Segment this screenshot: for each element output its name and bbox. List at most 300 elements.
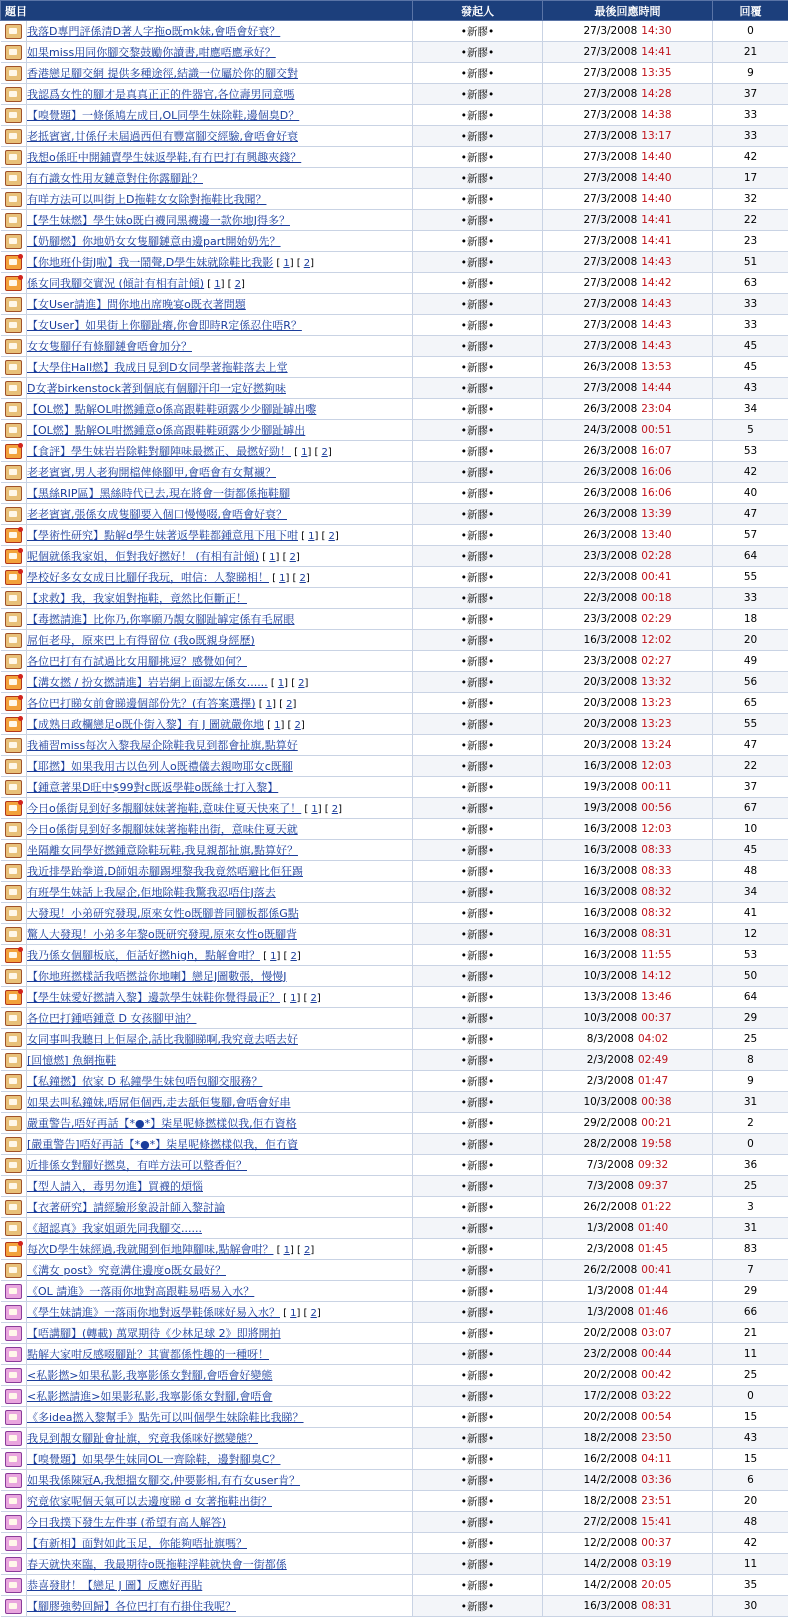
topic-author[interactable]: •新膠• — [413, 1428, 543, 1449]
last-reply-date: 18/2/2008 — [583, 1495, 637, 1507]
topic-icon-cell — [1, 903, 27, 924]
topic-author[interactable]: •新膠• — [413, 210, 543, 231]
topic-author[interactable]: •新膠• — [413, 1008, 543, 1029]
topic-author[interactable]: •新膠• — [413, 987, 543, 1008]
last-reply-time: 01:40 — [638, 1222, 668, 1234]
topic-link[interactable]: 我落D專門評係清D著人字拖o既mk妹,會唔會好衰？ — [27, 25, 280, 38]
topic-icon-cell — [1, 588, 27, 609]
topic-author[interactable]: •新膠• — [413, 1491, 543, 1512]
topic-link[interactable]: 【OL燃】點解OL咁撚鍾意o係高跟鞋鞋頭露少少腳趾罅出 — [27, 424, 305, 437]
page-link[interactable]: 1 — [269, 552, 275, 563]
last-reply-date: 16/3/2008 — [583, 823, 637, 835]
topic-icon-cell — [1, 1008, 27, 1029]
topic-title-cell — [27, 126, 413, 147]
table-row — [1, 273, 788, 294]
topic-author[interactable]: •新膠• — [413, 1512, 543, 1533]
topic-title-cell — [27, 798, 413, 819]
topic-link[interactable]: 各位巴打有冇試過比女用腳挑逗？感覺如何？ — [27, 655, 247, 668]
last-reply-time: 15:41 — [641, 1516, 671, 1528]
topic-icon-cell — [1, 126, 27, 147]
topic-link[interactable]: 老老賓賓,張係女成隻腳要入個口慢慢啜,會唔會好衰？ — [27, 508, 287, 521]
topic-link[interactable]: 究竟依家呢個天氣可以去邊度睇 d 女著拖鞋出街？ — [27, 1495, 272, 1508]
topic-icon-cell — [1, 525, 27, 546]
page-link[interactable]: 1 — [283, 258, 289, 269]
topic-link[interactable]: 有冇識女性用友鏈意對住你露腳趾？ — [27, 172, 203, 185]
topic-link[interactable]: 今日o係街見到好多靚腳妹妹著拖鞋出街，意味住夏天就 — [27, 823, 298, 836]
topic-author[interactable]: •新膠• — [413, 1344, 543, 1365]
last-reply-cell — [543, 462, 713, 483]
topic-title-cell — [27, 840, 413, 861]
topic-folder-icon — [5, 444, 22, 459]
topic-link[interactable]: 我見到靚女腳趾會扯旗，究竟我係咪好撚變態？ — [27, 1432, 258, 1445]
topic-icon-cell — [1, 861, 27, 882]
topic-author[interactable]: •新膠• — [413, 399, 543, 420]
topic-link[interactable]: 老老賓賓,男人老狗開檔俾條腳甲,會唔會有女幫襯？ — [27, 466, 276, 479]
topic-link[interactable]: 《學生妹請進》一落雨你地對返學鞋係咪好易入水？ — [27, 1306, 280, 1319]
last-reply-date: 29/2/2008 — [583, 1117, 637, 1129]
page-link[interactable]: 2 — [299, 573, 305, 584]
last-reply-date: 7/3/2008 — [587, 1180, 634, 1192]
table-row — [1, 1050, 788, 1071]
last-reply-cell — [543, 1281, 713, 1302]
table-row — [1, 504, 788, 525]
topic-folder-icon — [5, 1053, 22, 1068]
topic-author[interactable]: •新膠• — [413, 357, 543, 378]
topic-link[interactable]: 各位巴打鍾唔鍾意 D 女孩腳甲油？ — [27, 1012, 196, 1025]
page-link[interactable]: 2 — [304, 258, 310, 269]
table-row — [1, 1029, 788, 1050]
topic-author[interactable]: •新膠• — [413, 714, 543, 735]
topic-link[interactable]: 【溝女撚 / 扮女撚請進】岩岩網上面認左係女...... — [27, 676, 268, 689]
header-replies[interactable]: 回覆 — [713, 1, 788, 21]
page-link[interactable]: 2 — [286, 699, 292, 710]
last-reply-time: 04:02 — [638, 1033, 668, 1045]
topic-link[interactable]: 我補習miss每次入黎我屋企除鞋我見到都會扯旗,點算好 — [27, 739, 298, 752]
last-reply-cell — [543, 714, 713, 735]
topic-link[interactable]: [嚴重警告]唔好再話【*●*】柒星呢條撚樣似我，佢冇資 — [27, 1138, 298, 1151]
last-reply-time: 13:46 — [641, 991, 671, 1003]
last-reply-date: 1/3/2008 — [587, 1222, 634, 1234]
page-link[interactable]: 2 — [310, 1308, 316, 1319]
page-link[interactable]: 1 — [278, 678, 284, 689]
topic-title-cell — [27, 315, 413, 336]
topic-author[interactable]: •新膠• — [413, 84, 543, 105]
topic-folder-icon — [5, 927, 22, 942]
topic-author[interactable]: •新膠• — [413, 1323, 543, 1344]
last-reply-time: 08:31 — [641, 1600, 671, 1612]
topic-author[interactable]: •新膠• — [413, 1302, 543, 1323]
topic-link[interactable]: 【毒撚請進】比你乃,你寧願乃靚女腳趾罅定係有毛屌眼 — [27, 613, 295, 626]
topic-link[interactable]: 各位巴打睇女前會睇邊個部份先？(有答案選擇) — [27, 697, 256, 710]
last-reply-date: 10/3/2008 — [583, 1096, 637, 1108]
topic-title-cell — [27, 147, 413, 168]
page-link[interactable]: 2 — [290, 552, 296, 563]
topic-icon-cell — [1, 1029, 27, 1050]
topic-author[interactable]: •新膠• — [413, 63, 543, 84]
topic-link[interactable]: 我近排學跆拳道,D師姐赤腳踢埋黎我我竟然唔避比佢狂踢 — [27, 865, 303, 878]
page-link[interactable]: 2 — [310, 993, 316, 1004]
page-link[interactable]: 1 — [308, 531, 314, 542]
header-last-reply[interactable]: 最後回應時間 — [543, 1, 713, 21]
topic-author[interactable]: •新膠• — [413, 231, 543, 252]
last-reply-date: 26/3/2008 — [583, 529, 637, 541]
topic-author[interactable]: •新膠• — [413, 1260, 543, 1281]
topic-author[interactable]: •新膠• — [413, 1407, 543, 1428]
topic-link[interactable]: 【你地班仆街J啦】我一鬧聲,D學生妹就除鞋比我影 — [27, 256, 273, 269]
topic-link[interactable]: 係女同我腳交實況 (傾計有相有計傾) — [27, 277, 204, 290]
topic-link[interactable]: 【黑絲RIP區】黑絲時代已去,現在將會一街都係拖鞋腳 — [27, 487, 290, 500]
topic-author[interactable]: •新膠• — [413, 630, 543, 651]
topic-link[interactable]: 【私鐘撚】依家 D 私鐘學生妹包唔包腳交服務？ — [27, 1075, 262, 1088]
page-link[interactable]: 1 — [266, 699, 272, 710]
reply-count: 48 — [713, 1512, 788, 1533]
last-reply-date: 7/3/2008 — [587, 1159, 634, 1171]
topic-link[interactable]: 呢個就係我家姐，佢對我好撚好！ (有相有計傾) — [27, 550, 259, 563]
table-row — [1, 1134, 788, 1155]
last-reply-date: 23/3/2008 — [583, 613, 637, 625]
topic-link[interactable]: 坐隔離女同學好撚鍾意除鞋玩鞋,我見親都扯旗,點算好？ — [27, 844, 298, 857]
topic-author[interactable]: •新膠• — [413, 1386, 543, 1407]
topic-author[interactable]: •新膠• — [413, 672, 543, 693]
topic-list — [1, 21, 788, 1617]
topic-author[interactable]: •新膠• — [413, 1575, 543, 1596]
topic-title-cell — [27, 210, 413, 231]
last-reply-cell — [543, 861, 713, 882]
topic-link[interactable]: 《溝女 post》究竟溝住邊度o既女最好？ — [27, 1264, 226, 1277]
last-reply-date: 16/2/2008 — [583, 1453, 637, 1465]
topic-title-cell — [27, 1239, 413, 1260]
last-reply-date: 19/3/2008 — [583, 781, 637, 793]
topic-icon-cell — [1, 1575, 27, 1596]
topic-title-cell — [27, 1449, 413, 1470]
topic-folder-icon — [5, 66, 22, 81]
topic-link[interactable]: 大發現！小弟研究發現,原來女性o既腳普同腳板都係G點 — [27, 907, 299, 920]
topic-link[interactable]: 【成熟日政欄戀足o既仆街入黎】有 J 圖就嚴你地 — [27, 718, 264, 731]
topic-author[interactable]: •新膠• — [413, 609, 543, 630]
last-reply-time: 09:37 — [638, 1180, 668, 1192]
topic-author[interactable]: •新膠• — [413, 336, 543, 357]
topic-author[interactable]: •新膠• — [413, 840, 543, 861]
topic-author[interactable]: •新膠• — [413, 504, 543, 525]
topic-link[interactable]: 【衣著研究】請經驗形象設計師入黎討論 — [27, 1201, 225, 1214]
topic-author[interactable]: •新膠• — [413, 651, 543, 672]
topic-author[interactable]: •新膠• — [413, 693, 543, 714]
table-row — [1, 630, 788, 651]
topic-folder-icon — [5, 402, 22, 417]
last-reply-date: 27/3/2008 — [583, 193, 637, 205]
topic-author[interactable]: •新膠• — [413, 273, 543, 294]
table-row — [1, 399, 788, 420]
topic-author[interactable]: •新膠• — [413, 315, 543, 336]
topic-link[interactable]: D女著birkenstock著到個底有個腳汗印一定好撚夠味 — [27, 382, 286, 395]
topic-author[interactable]: •新膠• — [413, 1176, 543, 1197]
topic-link[interactable]: 【你地班撚樣話我唔撚益你地喇】戀足J圖數張，慢慢J — [27, 970, 287, 983]
topic-author[interactable]: •新膠• — [413, 588, 543, 609]
topic-author[interactable]: •新膠• — [413, 1218, 543, 1239]
topic-author[interactable]: •新膠• — [413, 1050, 543, 1071]
last-reply-date: 12/2/2008 — [583, 1537, 637, 1549]
topic-link[interactable]: 【女User】如果街上你腳趾癢,你會即時R定係忍住唔R？ — [27, 319, 302, 332]
topic-link[interactable]: 有咩方法可以叫街上D拖鞋女女除對拖鞋比我聞？ — [27, 193, 266, 206]
topic-author[interactable]: •新膠• — [413, 1554, 543, 1575]
topic-author[interactable]: •新膠• — [413, 462, 543, 483]
table-row — [1, 1554, 788, 1575]
page-link[interactable]: 1 — [279, 573, 285, 584]
table-row — [1, 1470, 788, 1491]
table-row — [1, 378, 788, 399]
last-reply-cell — [543, 21, 713, 42]
topic-icon-cell — [1, 483, 27, 504]
topic-link[interactable]: 屌佢老母，原來巴上有得留位 (我o既親身經歷) — [27, 634, 255, 647]
topic-link[interactable]: 今日我撲下發生左件事 (希望有高人解答) — [27, 1516, 226, 1529]
topic-icon-cell — [1, 420, 27, 441]
topic-link[interactable]: 【大學住Hall燃】我成日見到D女同學著拖鞋落去上堂 — [27, 361, 288, 374]
last-reply-date: 19/3/2008 — [583, 802, 637, 814]
page-link[interactable]: 1 — [274, 720, 280, 731]
topic-link[interactable]: 【學生妹愛好撚請入黎】邊款學生妹鞋你覺得最正？ — [27, 991, 280, 1004]
topic-author[interactable]: •新膠• — [413, 21, 543, 42]
page-link[interactable]: 1 — [284, 1245, 290, 1256]
page-link[interactable]: 2 — [332, 804, 338, 815]
last-reply-date: 26/3/2008 — [583, 445, 637, 457]
topic-link[interactable]: 女同事叫我聽日上佢屋企,話比我腳睇啊,我究竟去唔去好 — [27, 1033, 298, 1046]
topic-author[interactable]: •新膠• — [413, 966, 543, 987]
topic-link[interactable]: 【耶撚】如果我用古以色列人o既禮儀去親吻耶女c既腳 — [27, 760, 293, 773]
last-reply-cell — [543, 1113, 713, 1134]
topic-folder-icon — [5, 1284, 22, 1299]
topic-link[interactable]: 【OL燃】點解OL咁撚鍾意o係高跟鞋鞋頭露少少腳趾罅出嚟 — [27, 403, 316, 416]
topic-author[interactable]: •新膠• — [413, 1029, 543, 1050]
last-reply-cell — [543, 294, 713, 315]
topic-author[interactable]: •新膠• — [413, 1155, 543, 1176]
topic-title-cell — [27, 630, 413, 651]
last-reply-date: 8/3/2008 — [587, 1033, 634, 1045]
last-reply-date: 16/3/2008 — [583, 949, 637, 961]
last-reply-time: 23:50 — [641, 1432, 671, 1444]
topic-link[interactable]: 【求救】我，我家姐對拖鞋，竟然比佢斷正！ — [27, 592, 247, 605]
topic-folder-icon — [5, 465, 22, 480]
topic-folder-icon — [5, 192, 22, 207]
topic-title-cell — [27, 588, 413, 609]
topic-link[interactable]: <私影撚請進>如果影私影,我寧影係女對腳,會唔會 — [27, 1390, 272, 1403]
last-reply-cell — [543, 1260, 713, 1281]
topic-link[interactable]: 【嗅覺題】如果學生妹同OL一齊除鞋，邊對腳臭C？ — [27, 1453, 280, 1466]
topic-author[interactable]: •新膠• — [413, 1596, 543, 1617]
topic-author[interactable]: •新膠• — [413, 1134, 543, 1155]
topic-link[interactable]: 恭喜發財！【戀足 J 圖】反應好再貼 — [27, 1579, 202, 1592]
topic-link[interactable]: 春天就快來臨，我最期待o既拖鞋浮鞋就快會一街都係 — [27, 1558, 287, 1571]
last-reply-cell — [543, 1470, 713, 1491]
topic-author[interactable]: •新膠• — [413, 903, 543, 924]
topic-author[interactable]: •新膠• — [413, 567, 543, 588]
page-links: [ 1] [ 2] — [280, 1308, 321, 1319]
topic-author[interactable]: •新膠• — [413, 819, 543, 840]
topic-icon-cell — [1, 462, 27, 483]
topic-link[interactable]: 【奶腳燃】你地奶女女隻腳鏈意由邊part開始奶先？ — [27, 235, 281, 248]
topic-author[interactable]: •新膠• — [413, 756, 543, 777]
last-reply-time: 13:17 — [641, 130, 671, 142]
topic-link[interactable]: 《OL 請進》一落雨你地對高跟鞋易唔易入水？ — [27, 1285, 254, 1298]
last-reply-cell — [543, 1029, 713, 1050]
topic-icon-cell — [1, 1134, 27, 1155]
topic-author[interactable]: •新膠• — [413, 1281, 543, 1302]
topic-author[interactable]: •新膠• — [413, 1449, 543, 1470]
page-link[interactable]: 1 — [301, 447, 307, 458]
topic-folder-icon — [5, 1011, 22, 1026]
topic-author[interactable]: •新膠• — [413, 378, 543, 399]
last-reply-time: 14:43 — [641, 319, 671, 331]
topic-author[interactable]: •新膠• — [413, 525, 543, 546]
page-link[interactable]: 2 — [328, 531, 334, 542]
table-row — [1, 42, 788, 63]
topic-author[interactable]: •新膠• — [413, 861, 543, 882]
topic-author[interactable]: •新膠• — [413, 42, 543, 63]
topic-author[interactable]: •新膠• — [413, 546, 543, 567]
topic-link[interactable]: 《多idea撚入黎幫手》點先可以叫個學生妹除鞋比我睇？ — [27, 1411, 304, 1424]
topic-link[interactable]: 《超認真》我家姐頭先同我腳交...... — [27, 1222, 202, 1235]
topic-link[interactable]: 【學術性研究】點解d學生妹著返學鞋都鍾意甩下甩下咁 — [27, 529, 298, 542]
reply-count: 55 — [713, 567, 788, 588]
topic-author[interactable]: •新膠• — [413, 168, 543, 189]
topic-author[interactable]: •新膠• — [413, 252, 543, 273]
last-reply-date: 16/3/2008 — [583, 1600, 637, 1612]
page-link[interactable]: 1 — [311, 804, 317, 815]
topic-link[interactable]: <私影撚>如果私影,我寧影係女對腳,會唔會好變態 — [27, 1369, 272, 1382]
header-author[interactable]: 發起人 — [413, 1, 543, 21]
topic-title-cell — [27, 1491, 413, 1512]
topic-icon-cell — [1, 1113, 27, 1134]
topic-link[interactable]: 我乃係女個腳板底，佢話好撚high，點解會咁？ — [27, 949, 260, 962]
topic-link[interactable]: 香港戀足腳交網 提供多種途徑,結識一位屬於你的腳交對 — [27, 67, 298, 80]
page-link[interactable]: 2 — [235, 279, 241, 290]
topic-link[interactable]: 今日o係街見到好多靚腳妹妹著拖鞋,意味住夏天快來了！ — [27, 802, 301, 815]
topic-folder-icon — [5, 87, 22, 102]
table-row — [1, 1008, 788, 1029]
last-reply-date: 14/2/2008 — [583, 1579, 637, 1591]
topic-author[interactable]: •新膠• — [413, 882, 543, 903]
topic-link[interactable]: 如果我係陳冠A,我想搵女腳交,仲要影相,有冇女user肯？ — [27, 1474, 300, 1487]
topic-link[interactable]: 女女隻腳仔有條腳鏈會唔會加分？ — [27, 340, 192, 353]
table-row — [1, 441, 788, 462]
topic-link[interactable]: 老抵賓賓,廿係仔未屆過西但有豐富腳交經驗,會唔會好衰 — [27, 130, 298, 143]
table-row — [1, 966, 788, 987]
topic-title-cell — [27, 42, 413, 63]
topic-folder-icon — [5, 843, 22, 858]
last-reply-time: 04:11 — [641, 1453, 671, 1465]
topic-folder-icon — [5, 654, 22, 669]
topic-author[interactable]: •新膠• — [413, 1071, 543, 1092]
topic-link[interactable]: 【食評】學生妹岩岩除鞋對腳陣味最撚正、最撚好勁！ — [27, 445, 291, 458]
table-row — [1, 903, 788, 924]
last-reply-cell — [543, 735, 713, 756]
topic-link[interactable]: 【腳膠強勢回歸】各位巴打有冇掛住我呢？ — [27, 1600, 236, 1613]
topic-link[interactable]: 學校好多女女成日比腳仔我玩，咁信：人黎睇相！ — [27, 571, 269, 584]
topic-folder-icon — [5, 129, 22, 144]
topic-link[interactable]: 點解大家咁反感啜腳趾？其實都係性趣的一種呀！ — [27, 1348, 269, 1361]
page-link[interactable]: 2 — [294, 720, 300, 731]
topic-author[interactable]: •新膠• — [413, 126, 543, 147]
topic-title-cell — [27, 693, 413, 714]
reply-count: 36 — [713, 1155, 788, 1176]
last-reply-cell — [543, 693, 713, 714]
topic-icon-cell — [1, 399, 27, 420]
topic-link[interactable]: 【嗅覺題】一條係鳩左成日,OL同學生妹除鞋,邊個臭D？ — [27, 109, 299, 122]
page-link[interactable]: 1 — [290, 1308, 296, 1319]
topic-link[interactable]: 【唔講腳】(轉載) 萬眾期待《少林足球 2》即將開拍 — [27, 1327, 281, 1340]
topic-link[interactable]: 我想o係旺中開鋪賣學生妹返學鞋,有冇巴打有興趣夾錢？ — [27, 151, 301, 164]
page-link[interactable]: 2 — [290, 951, 296, 962]
topic-folder-icon — [5, 171, 22, 186]
topic-link[interactable]: 有班學生妹話上我屋企,佢地除鞋我驚我忍唔住J落去 — [27, 886, 276, 899]
topic-folder-icon — [5, 528, 22, 543]
topic-link[interactable]: [回憶燃] 魚網拖鞋 — [27, 1054, 116, 1067]
header-title[interactable]: 題目 — [1, 1, 413, 21]
topic-author[interactable]: •新膠• — [413, 945, 543, 966]
topic-author[interactable]: •新膠• — [413, 924, 543, 945]
last-reply-date: 27/3/2008 — [583, 67, 637, 79]
topic-link[interactable]: 嚴重警告,唔好再話【*●*】柒星呢條撚樣似我,佢冇資格 — [27, 1117, 297, 1130]
topic-author[interactable]: •新膠• — [413, 1197, 543, 1218]
topic-title-cell — [27, 1155, 413, 1176]
page-link[interactable]: 1 — [214, 279, 220, 290]
topic-link[interactable]: 【女User請進】問你地出席晚宴o既衣著問題 — [27, 298, 246, 311]
topic-author[interactable]: •新膠• — [413, 1533, 543, 1554]
topic-folder-icon — [5, 381, 22, 396]
topic-author[interactable]: •新膠• — [413, 294, 543, 315]
topic-author[interactable]: •新膠• — [413, 483, 543, 504]
topic-link[interactable]: 【學生妹燃】學生妹o既白襪同黑襪邊一款你地J得多？ — [27, 214, 290, 227]
topic-link[interactable]: 【有新相】面對如此玉足，你能夠唔扯旗嗎？ — [27, 1537, 247, 1550]
reply-count: 5 — [713, 420, 788, 441]
last-reply-time: 00:51 — [641, 424, 671, 436]
topic-link[interactable]: 近排係女對腳好撚臭，有咩方法可以整香佢？ — [27, 1159, 247, 1172]
topic-link[interactable]: 【型人請入，毒男勿進】買襪的煩惱 — [27, 1180, 203, 1193]
topic-link[interactable]: 每次D學生妹經過,我就聞到佢地陣腳味,點解會咁？ — [27, 1243, 273, 1256]
page-link[interactable]: 2 — [321, 447, 327, 458]
last-reply-time: 01:46 — [638, 1306, 668, 1318]
topic-link[interactable]: 如果去叫私鐘妹,唔屌佢個西,走去舐佢隻腳,會唔會好串 — [27, 1096, 291, 1109]
page-link[interactable]: 2 — [304, 1245, 310, 1256]
topic-author[interactable]: •新膠• — [413, 1092, 543, 1113]
topic-author[interactable]: •新膠• — [413, 777, 543, 798]
topic-author[interactable]: •新膠• — [413, 1365, 543, 1386]
topic-link[interactable]: 驚人大發現！小弟多年黎o既研究發現,原來女性o既腳背 — [27, 928, 297, 941]
topic-link[interactable]: 【鍾意著果D旺中$99對c既返學鞋o既絲士打入黎】 — [27, 781, 278, 794]
topic-author[interactable]: •新膠• — [413, 420, 543, 441]
topic-link[interactable]: 我認爲女性的腳才是真真正正的件器官,各位壽男同意嗎 — [27, 88, 295, 101]
topic-author[interactable]: •新膠• — [413, 105, 543, 126]
last-reply-cell — [543, 924, 713, 945]
topic-author[interactable]: •新膠• — [413, 147, 543, 168]
page-link[interactable]: 1 — [290, 993, 296, 1004]
topic-author[interactable]: •新膠• — [413, 441, 543, 462]
last-reply-date: 16/3/2008 — [583, 634, 637, 646]
topic-link[interactable]: 如果miss用同你腳交黎鼓勵你讀書,咁應唔應承好？ — [27, 46, 276, 59]
topic-author[interactable]: •新膠• — [413, 1113, 543, 1134]
topic-icon-cell — [1, 357, 27, 378]
topic-author[interactable]: •新膠• — [413, 798, 543, 819]
last-reply-time: 00:56 — [641, 802, 671, 814]
topic-author[interactable]: •新膠• — [413, 735, 543, 756]
page-link[interactable]: 1 — [270, 951, 276, 962]
page-link[interactable]: 2 — [298, 678, 304, 689]
topic-author[interactable]: •新膠• — [413, 189, 543, 210]
reply-count: 25 — [713, 1176, 788, 1197]
topic-title-cell — [27, 1386, 413, 1407]
topic-author[interactable]: •新膠• — [413, 1239, 543, 1260]
topic-folder-icon — [5, 738, 22, 753]
topic-author[interactable]: •新膠• — [413, 1470, 543, 1491]
